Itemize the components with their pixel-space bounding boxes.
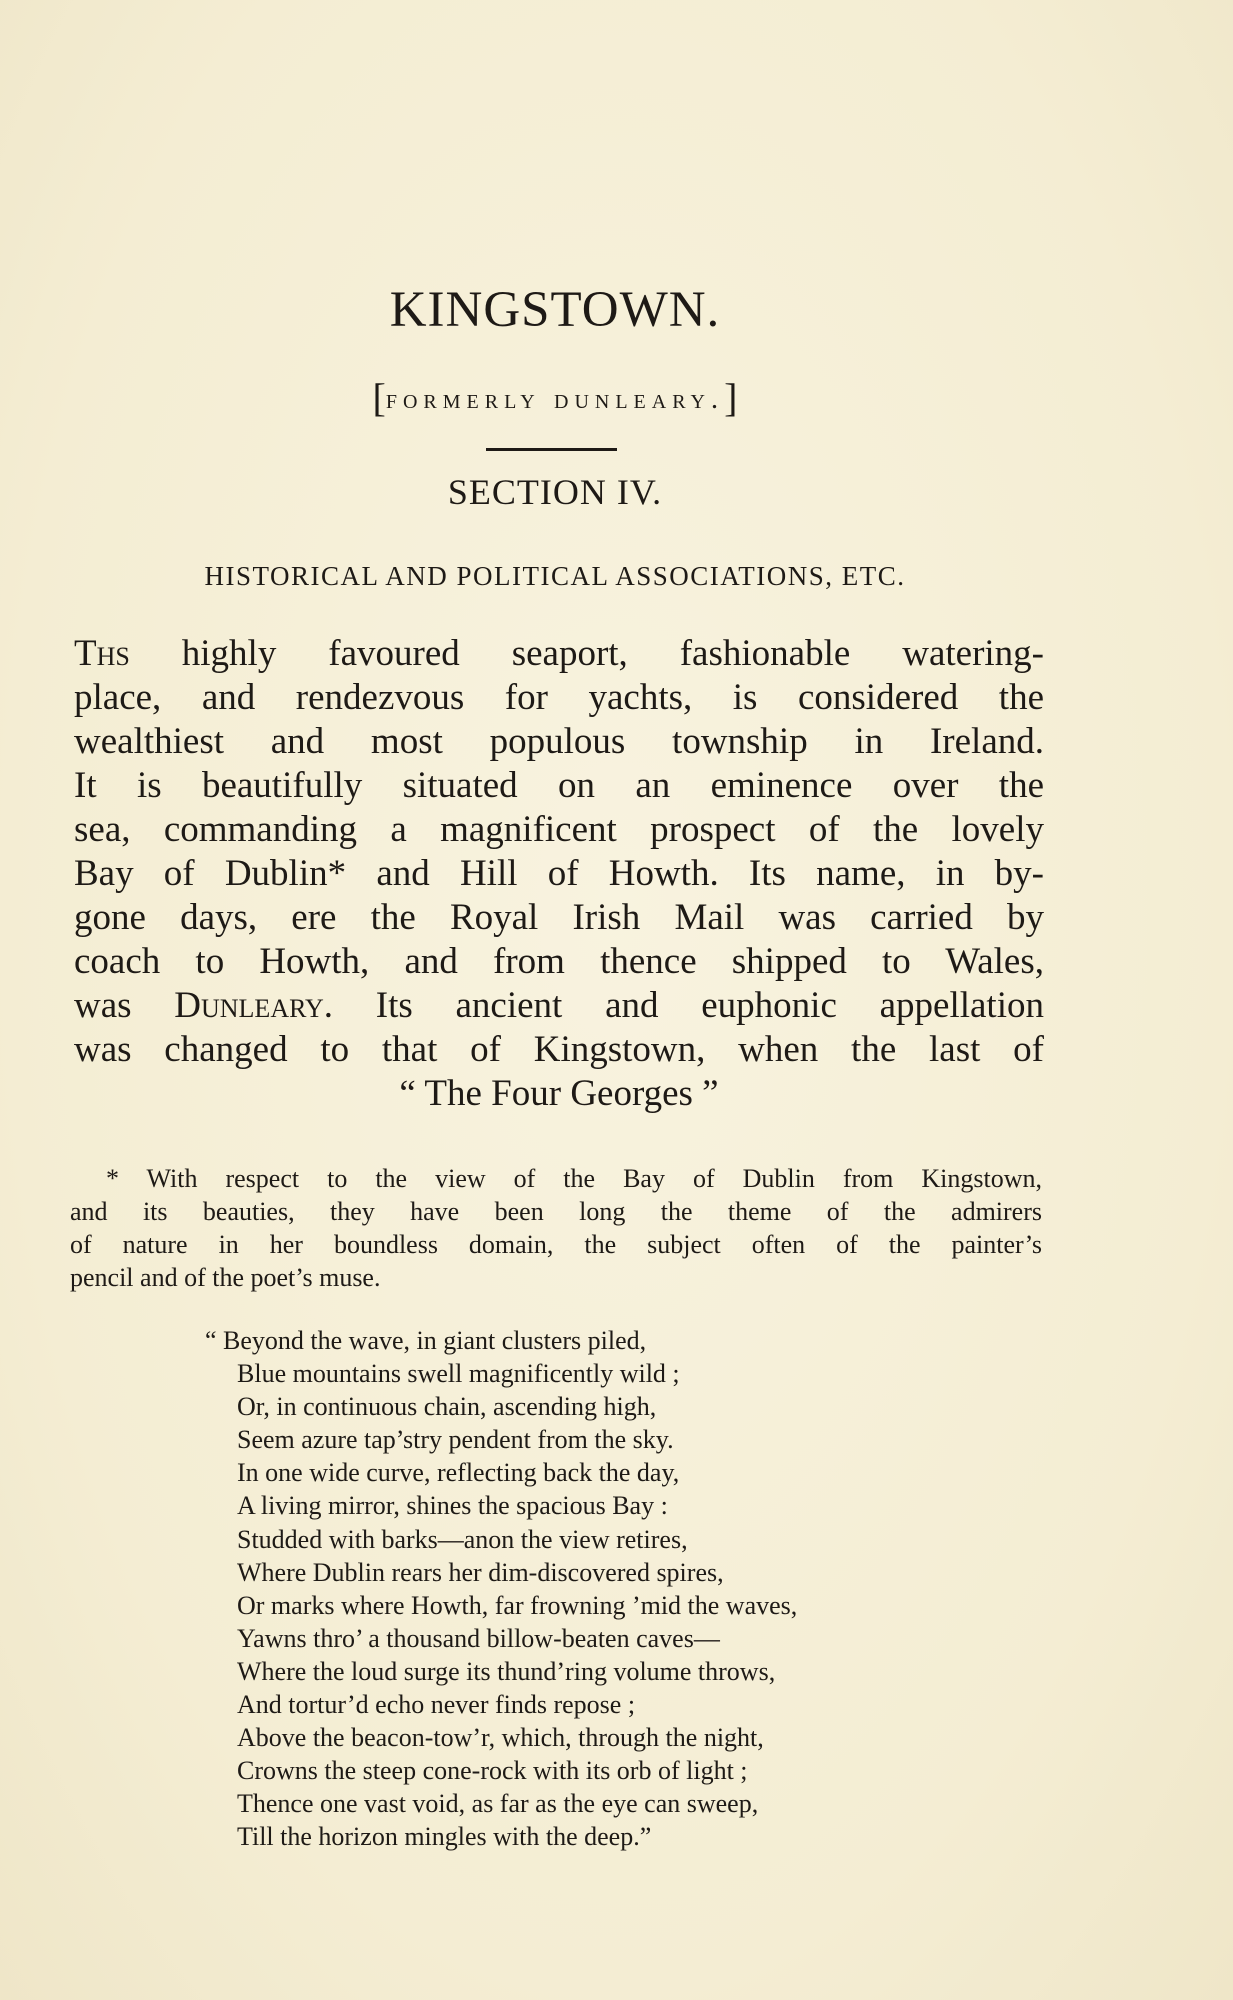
body-line: Bay of Dublin* and Hill of Howth. Its name, in by- (74, 853, 1044, 894)
body-line: place, and rendezvous for yachts, is considered the (74, 677, 1044, 718)
title-divider (486, 448, 617, 451)
section-subheading: HISTORICAL AND POLITICAL ASSOCIATIONS, ETC. (204, 561, 906, 591)
subtitle-text: formerly dunleary. (385, 383, 725, 415)
poem-line: A living mirror, shines the spacious Bay : (237, 1491, 668, 1521)
body-line: It is beautifully situated on an eminence over the (74, 765, 1044, 806)
body-line: was changed to that of Kingstown, when the last of (74, 1029, 1044, 1070)
poem-line: And tortur’d echo never finds repose ; (237, 1690, 636, 1720)
footnote-line: * With respect to the view of the Bay of Dublin from Kingstown, (106, 1164, 1042, 1193)
poem-line: Yawns thro’ a thousand billow-beaten caves— (237, 1623, 720, 1653)
body-line (74, 984, 1044, 1028)
poem-quotation (205, 1324, 1055, 1854)
body-line (74, 632, 1044, 676)
poem-line: “ Beyond the wave, in giant clusters piled, (205, 1326, 647, 1355)
footnote-line: and its beauties, they have been long the theme of the admirers (70, 1197, 1042, 1226)
poem-line: Blue mountains swell magnificently wild ; (237, 1359, 680, 1389)
footnote-line: of nature in her boundless domain, the subject often of the painter’s (70, 1230, 1042, 1259)
body-line-text: was (74, 985, 175, 1026)
poem-line: Crowns the steep cone-rock with its orb of light ; (237, 1756, 748, 1786)
poem-line: Above the beacon-tow’r, which, through the night, (237, 1723, 764, 1753)
poem-line: Till the horizon mingles with the deep.” (237, 1822, 652, 1852)
page-title: KINGSTOWN. (389, 282, 721, 338)
poem-line: Thence one vast void, as far as the eye can sweep, (237, 1789, 759, 1819)
body-line: coach to Howth, and from thence shipped to Wales, (74, 941, 1044, 982)
poem-line: In one wide curve, reflecting back the day, (237, 1458, 680, 1488)
drop-word: Ths (74, 633, 130, 674)
footnote (70, 1162, 1042, 1294)
section-heading: SECTION IV. (447, 472, 663, 512)
poem-line: Studded with barks—anon the view retires, (237, 1524, 688, 1554)
poem-line: Or, in continuous chain, ascending high, (237, 1392, 657, 1422)
poem-line: Or marks where Howth, far frowning ’mid the waves, (237, 1590, 798, 1620)
poem-line: Where the loud surge its thund’ring volume throws, (237, 1656, 776, 1686)
body-line: “ The Four Georges ” (399, 1073, 719, 1114)
body-line-text: Its ancient and euphonic appellation (333, 985, 1044, 1026)
footnote-line: pencil and of the poet’s muse. (70, 1263, 381, 1292)
subtitle-close-bracket: ] (724, 375, 738, 420)
subtitle-open-bracket: [ (372, 375, 386, 420)
body-line-text: highly favoured seaport, fashionable watering- (129, 633, 1044, 674)
body-paragraph (74, 632, 1044, 1116)
page-subtitle (0, 375, 1110, 420)
body-line: sea, commanding a magnificent prospect of the lovely (74, 809, 1044, 850)
body-line: gone days, ere the Royal Irish Mail was carried by (74, 897, 1044, 938)
poem-line: Where Dublin rears her dim-discovered spires, (237, 1557, 724, 1587)
poem-line: Seem azure tap’stry pendent from the sky. (237, 1425, 674, 1455)
body-line: wealthiest and most populous township in Ireland. (74, 721, 1044, 762)
dunleary-word: Dunleary. (174, 985, 334, 1026)
